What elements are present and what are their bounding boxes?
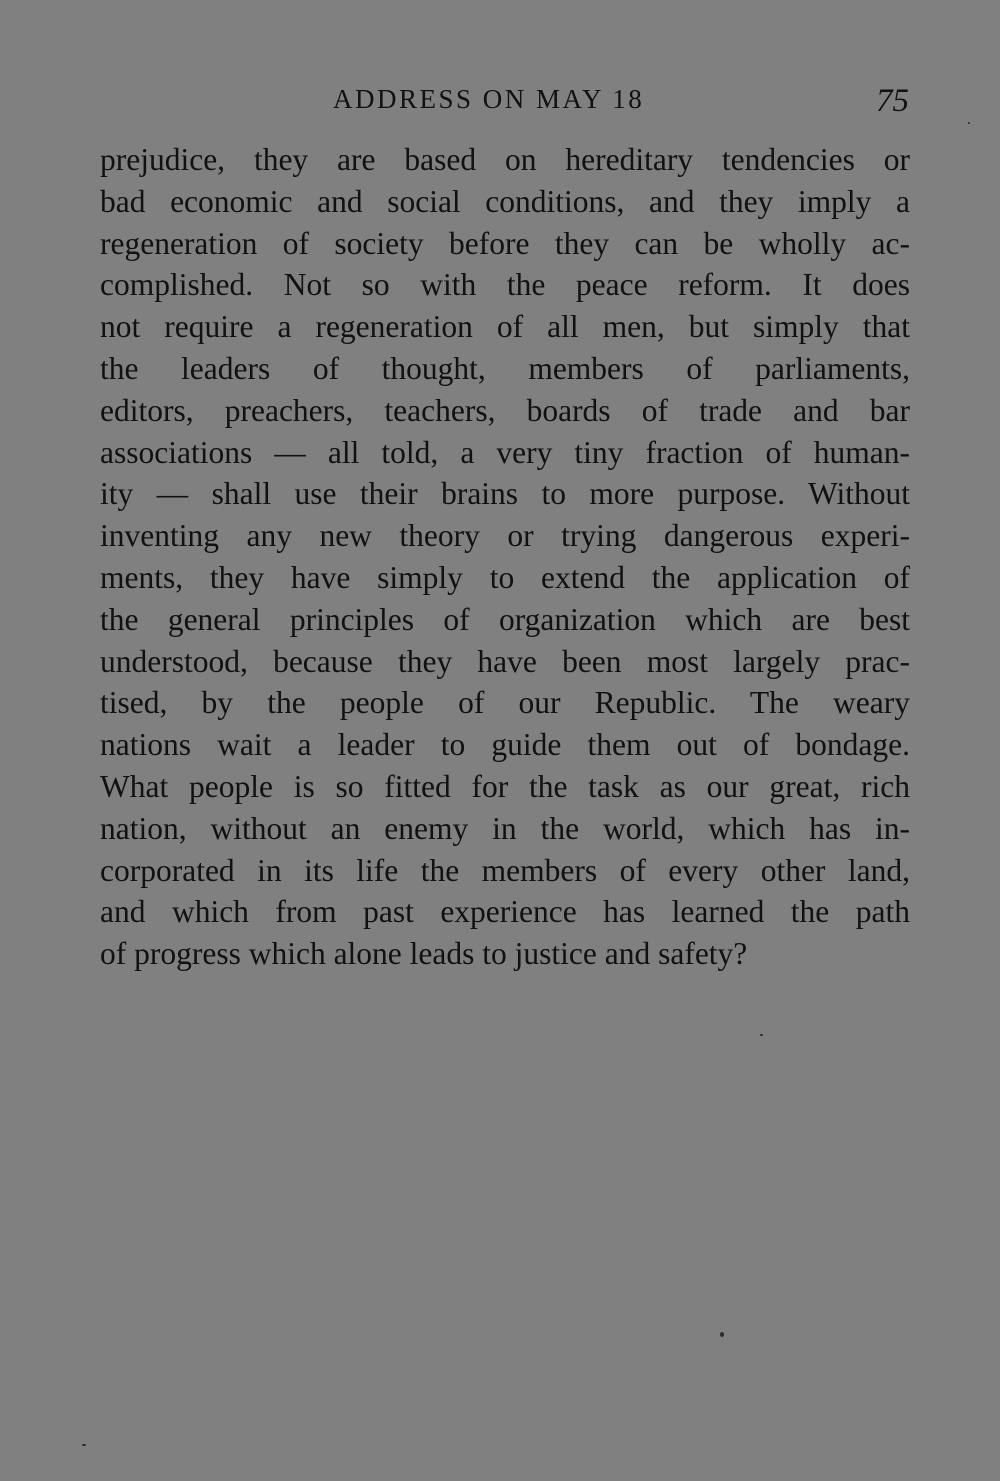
text-line: inventing any new theory or trying dangerous experi- <box>100 518 910 554</box>
text-line: the general principles of organization which are best <box>100 601 910 637</box>
text-line: What people is so fitted for the task as our great, rich <box>100 768 910 804</box>
text-line: corporated in its life the members of every other land, <box>100 852 910 888</box>
text-line: not require a regeneration of all men, but simply that <box>100 309 910 345</box>
text-line: bad economic and social conditions, and they imply a <box>100 183 910 219</box>
text-line: of progress which alone leads to justice and safety? <box>100 936 748 972</box>
running-head <box>0 82 1000 119</box>
text-line: understood, because they have been most largely prac- <box>100 643 910 679</box>
text-line: ments, they have simply to extend the application of <box>100 559 910 595</box>
text-line: associations — all told, a very tiny fraction of human- <box>100 434 910 470</box>
text-line: prejudice, they are based on hereditary tendencies or <box>100 142 910 177</box>
running-title: ADDRESS ON MAY 18 <box>333 84 645 114</box>
scan-speck <box>760 1034 763 1036</box>
text-line: nation, without an enemy in the world, which has in- <box>100 810 910 846</box>
text-line: complished. Not so with the peace reform. It does <box>100 267 910 303</box>
scan-speck <box>968 122 970 124</box>
text-line: ity — shall use their brains to more purpose. Without <box>100 476 910 512</box>
text-line: nations wait a leader to guide them out of bondage. <box>100 727 910 763</box>
scan-speck <box>720 1332 724 1337</box>
text-line: regeneration of society before they can be wholly ac- <box>100 225 910 261</box>
text-line: the leaders of thought, members of parliaments, <box>100 350 910 386</box>
text-line: tised, by the people of our Republic. The weary <box>100 685 910 721</box>
text-line: and which from past experience has learned the path <box>100 894 910 930</box>
body-paragraph <box>100 139 910 975</box>
text-line: editors, preachers, teachers, boards of trade and bar <box>100 392 910 428</box>
scan-speck <box>82 1444 86 1446</box>
page-number: 75 <box>876 83 909 119</box>
